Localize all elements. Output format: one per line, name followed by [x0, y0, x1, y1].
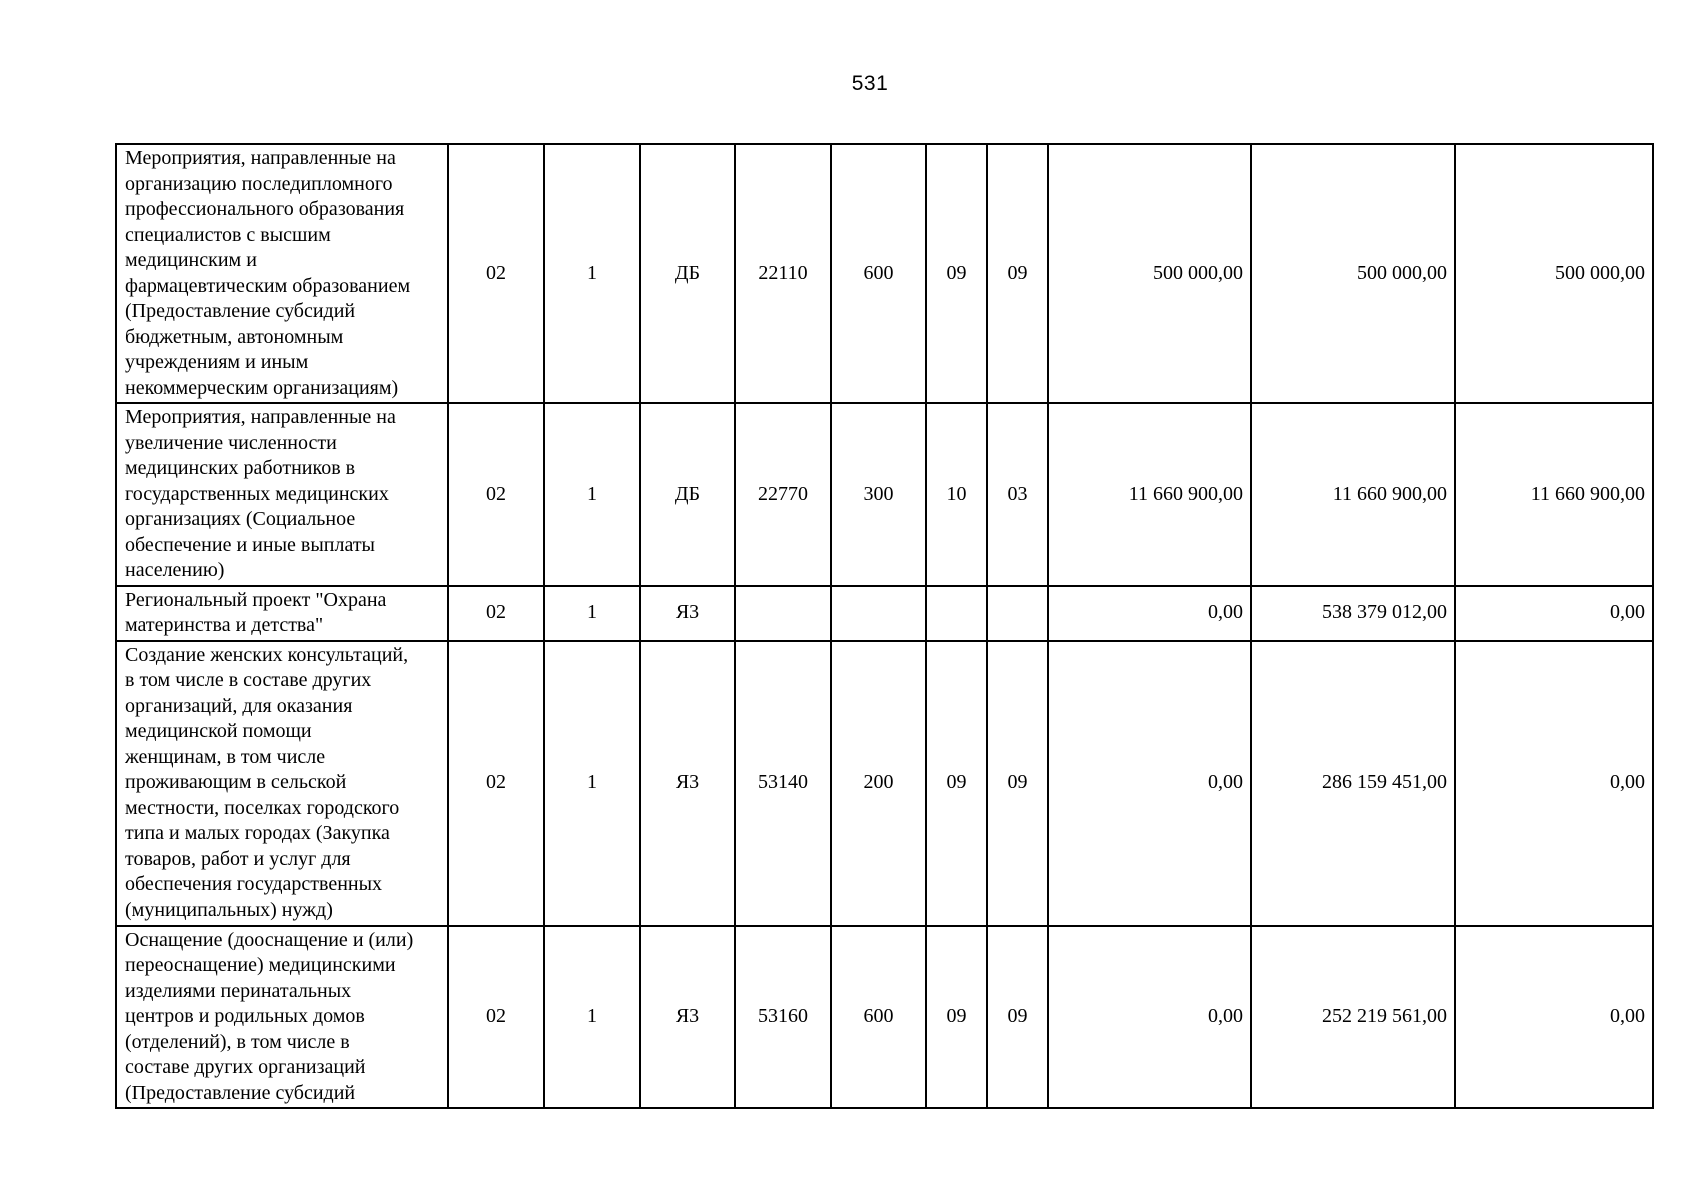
amount-2: 252 219 561,00	[1251, 926, 1455, 1109]
subprogram-code: 1	[544, 641, 640, 926]
amount-2: 538 379 012,00	[1251, 586, 1455, 641]
direction-code: 53140	[735, 641, 831, 926]
amount-1: 0,00	[1048, 641, 1251, 926]
expense-type-code: 600	[831, 144, 926, 403]
expense-type-code: 200	[831, 641, 926, 926]
section-code: 09	[926, 641, 987, 926]
row-description: Оснащение (дооснащение и (или) переоснащение) медицинскими изделиями перинатальных центров и родильных домов (отделений), в том числе в составе других организаций (Предоставление субсидий	[116, 926, 448, 1109]
section-code	[926, 586, 987, 641]
row-description: Создание женских консультаций, в том числе в составе других организаций, для оказания медицинской помощи женщинам, в том числе проживающим в сельской местности, поселках городского типа и малых городах (Закупка товаров, работ и услуг для обеспечения государственных (муниципальных) нужд)	[116, 641, 448, 926]
direction-code: 22770	[735, 403, 831, 586]
section-code: 09	[926, 144, 987, 403]
amount-3: 0,00	[1455, 586, 1653, 641]
project-code: ДБ	[640, 403, 735, 586]
project-code: ДБ	[640, 144, 735, 403]
subsection-code: 09	[987, 144, 1048, 403]
budget-table	[115, 143, 1654, 1109]
amount-2: 286 159 451,00	[1251, 641, 1455, 926]
direction-code: 53160	[735, 926, 831, 1109]
section-code: 10	[926, 403, 987, 586]
subsection-code: 09	[987, 641, 1048, 926]
row-description: Мероприятия, направленные на увеличение численности медицинских работников в государственных медицинских организациях (Социальное обеспечение и иные выплаты населению)	[116, 403, 448, 586]
subprogram-code: 1	[544, 144, 640, 403]
amount-3: 11 660 900,00	[1455, 403, 1653, 586]
expense-type-code: 300	[831, 403, 926, 586]
table-row	[116, 144, 1653, 403]
amount-3: 500 000,00	[1455, 144, 1653, 403]
expense-type-code: 600	[831, 926, 926, 1109]
row-description: Региональный проект "Охрана материнства и детства"	[116, 586, 448, 641]
subprogram-code: 1	[544, 926, 640, 1109]
program-code: 02	[448, 403, 544, 586]
subsection-code	[987, 586, 1048, 641]
project-code: Я3	[640, 926, 735, 1109]
row-description: Мероприятия, направленные на организацию последипломного профессионального образования специалистов с высшим медицинским и фармацевтическим образованием (Предоставление субсидий бюджетным, автономным учреждениям и иным некоммерческим организациям)	[116, 144, 448, 403]
section-code: 09	[926, 926, 987, 1109]
direction-code: 22110	[735, 144, 831, 403]
amount-3: 0,00	[1455, 641, 1653, 926]
subprogram-code: 1	[544, 586, 640, 641]
amount-3: 0,00	[1455, 926, 1653, 1109]
amount-2: 500 000,00	[1251, 144, 1455, 403]
direction-code	[735, 586, 831, 641]
table-row	[116, 403, 1653, 586]
amount-1: 0,00	[1048, 926, 1251, 1109]
subsection-code: 03	[987, 403, 1048, 586]
table-row	[116, 926, 1653, 1109]
program-code: 02	[448, 144, 544, 403]
program-code: 02	[448, 926, 544, 1109]
amount-1: 500 000,00	[1048, 144, 1251, 403]
amount-1: 11 660 900,00	[1048, 403, 1251, 586]
program-code: 02	[448, 586, 544, 641]
program-code: 02	[448, 641, 544, 926]
amount-2: 11 660 900,00	[1251, 403, 1455, 586]
expense-type-code	[831, 586, 926, 641]
subprogram-code: 1	[544, 403, 640, 586]
table-row	[116, 586, 1653, 641]
page-number: 531	[851, 72, 889, 95]
subsection-code: 09	[987, 926, 1048, 1109]
project-code: Я3	[640, 641, 735, 926]
project-code: Я3	[640, 586, 735, 641]
amount-1: 0,00	[1048, 586, 1251, 641]
table-row	[116, 641, 1653, 926]
